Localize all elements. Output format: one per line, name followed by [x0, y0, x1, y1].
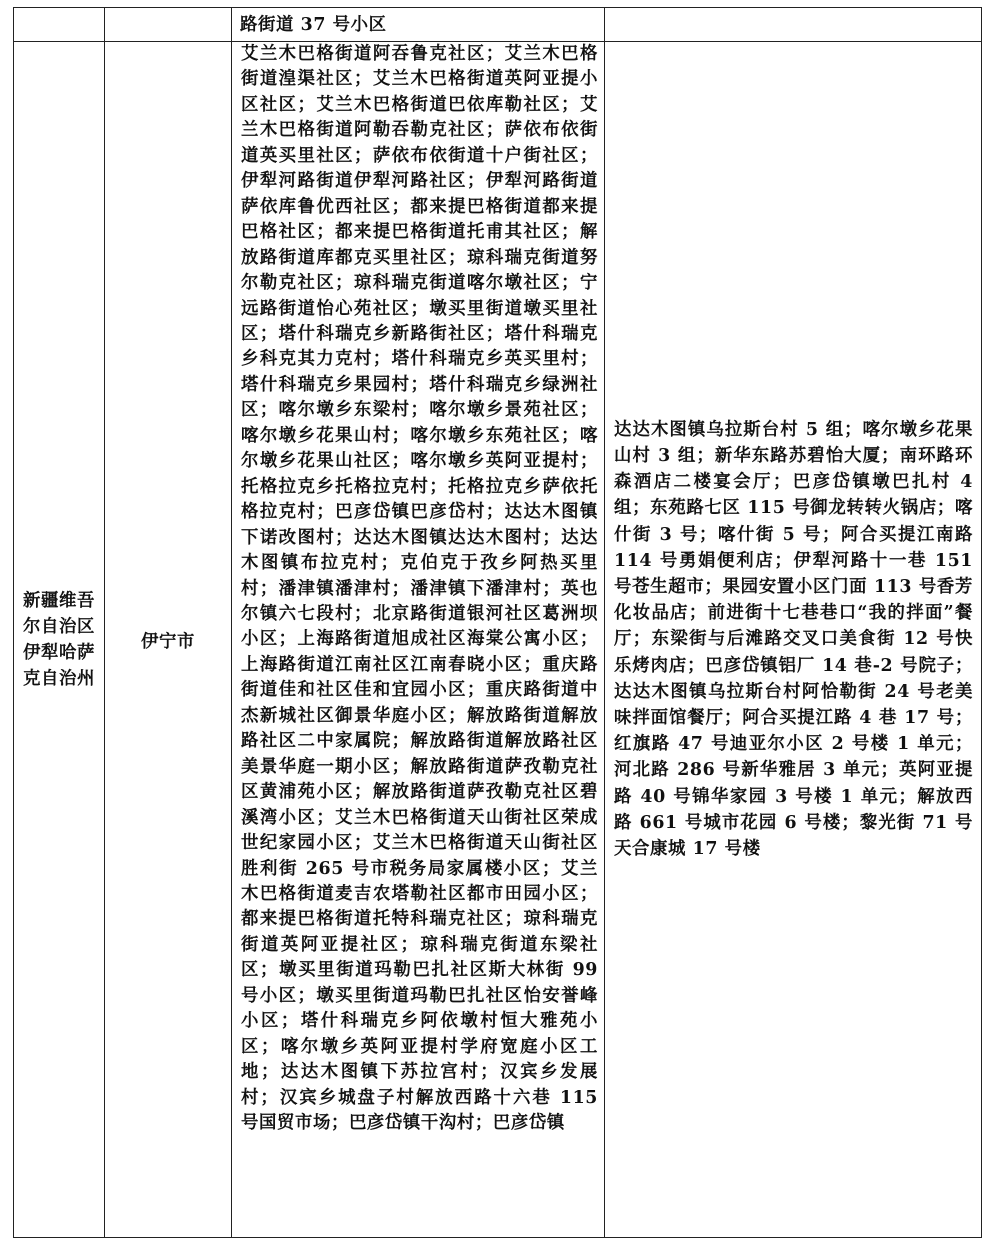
province-cell: [14, 8, 105, 42]
city-cell: [105, 42, 232, 1238]
risk-areas-text: 路街道 37 号小区: [240, 14, 387, 35]
city-cell: [105, 8, 232, 42]
risk-areas-text: 艾兰木巴格街道阿吞鲁克社区；艾兰木巴格街道湟渠社区；艾兰木巴格街道英阿亚提小区社区；艾兰木巴格街道巴依库勒社区；艾兰木巴格街道阿勒吞勒克社区；萨依布依街道英买里社区；萨依布依街道十户街社区；伊犁河路街道伊犁河路社区；伊犁河路街道萨依库鲁优西社区；都来提巴格街道都来提巴格社区；都来提巴格街道托甫其社区；解放路街道库都克买里社区；琼科瑞克街道努尔勒克社区；琼科瑞克街道喀尔墩社区；宁远路街道怡心苑社区；墩买里街道墩买里社区；塔什科瑞克乡新路街社区；塔什科瑞克乡科克其力克村；塔什科瑞克乡英买里村；塔什科瑞克乡果园村；塔什科瑞克乡绿洲社区；喀尔墩乡东梁村；喀尔墩乡景苑社区；喀尔墩乡花果山村；喀尔墩乡东苑社区；喀尔墩乡花果山社区；喀尔墩乡英阿亚提村；托格拉克乡托格拉克村；托格拉克乡萨依托格拉克村；巴彦岱镇巴彦岱村；达达木图镇下诺改图村；达达木图镇达达木图村；达达木图镇布拉克村；克伯克于孜乡阿热买里村；潘津镇潘津村；潘津镇下潘津村；英也尔镇六七段村；北京路街道银河社区葛洲坝小区；上海路街道旭成社区海棠公寓小区；上海路街道江南社区江南春晓小区；重庆路街道佳和社区佳和宜园小区；重庆路街道中杰新城社区御景华庭小区；解放路街道解放路社区二中家属院；解放路街道解放路社区美景华庭一期小区；解放路街道萨孜勒克社区黄浦苑小区；解放路街道萨孜勒克社区碧溪湾小区；艾兰木巴格街道天山街社区荣成世纪家园小区；艾兰木巴格街道天山街社区胜利街 265 号市税务局家属楼小区；艾兰木巴格街道麦吉农塔勒社区都市田园小区；都来提巴格街道托特科瑞克社区；琼科瑞克街道英阿亚提社区；琼科瑞克街道东梁社区；墩买里街道玛勒巴扎社区斯大林街 99 号小区；墩买里街道玛勒巴扎社区怡安誉峰小区；塔什科瑞克乡阿依墩村恒大雅苑小区；喀尔墩乡英阿亚提村学府宽庭小区工地；达达木图镇下苏拉宫村；汉宾乡发展村；汉宾乡城盘子村解放西路十六巷 115 号国贸市场；巴彦岱镇干沟村；巴彦岱镇: [241, 44, 598, 1134]
places-text: 达达木图镇乌拉斯台村 5 组；喀尔墩乡花果山村 3 组；新华东路苏碧怡大厦；南环路环森酒店二楼宴会厅；巴彦岱镇墩巴扎村 4 组；东苑路七区 115 号御龙转转火锅店；喀什街 3 号；喀什街 5 号；阿合买提江南路 114 号勇娟便利店；伊犁河路十一巷 151 号苍生超市；果园安置小区门面 113 号香芳化妆品店；前进街十七巷巷口“我的拌面”餐厅；东梁街与后滩路交叉口美食街 12 号快乐烤肉店；巴彦岱镇铝厂 14 巷-2 号院子；达达木图镇乌拉斯台村阿恰勒街 24 号老美味拌面馆餐厅；阿合买提江路 4 巷 17 号；红旗路 47 号迪亚尔小区 2 号楼 1 单元；河北路 286 号新华雅居 3 单元；英阿亚提路 40 号锦华家园 3 号楼 1 单元；解放西路 661 号城市花园 6 号楼；黎光街 71 号天合康城 17 号楼: [614, 419, 973, 860]
risk-areas-cell: [232, 42, 605, 1238]
city-text: 伊宁市: [141, 632, 195, 652]
province-text: 新疆维吾尔自治区伊犁哈萨克自治州: [23, 590, 95, 689]
places-cell: [605, 42, 982, 1238]
risk-areas-cell: [232, 8, 605, 42]
places-cell: [605, 8, 982, 42]
table-row: [14, 8, 982, 42]
province-cell: [14, 42, 105, 1238]
document-table: [13, 7, 982, 1238]
table-row: [14, 42, 982, 1238]
